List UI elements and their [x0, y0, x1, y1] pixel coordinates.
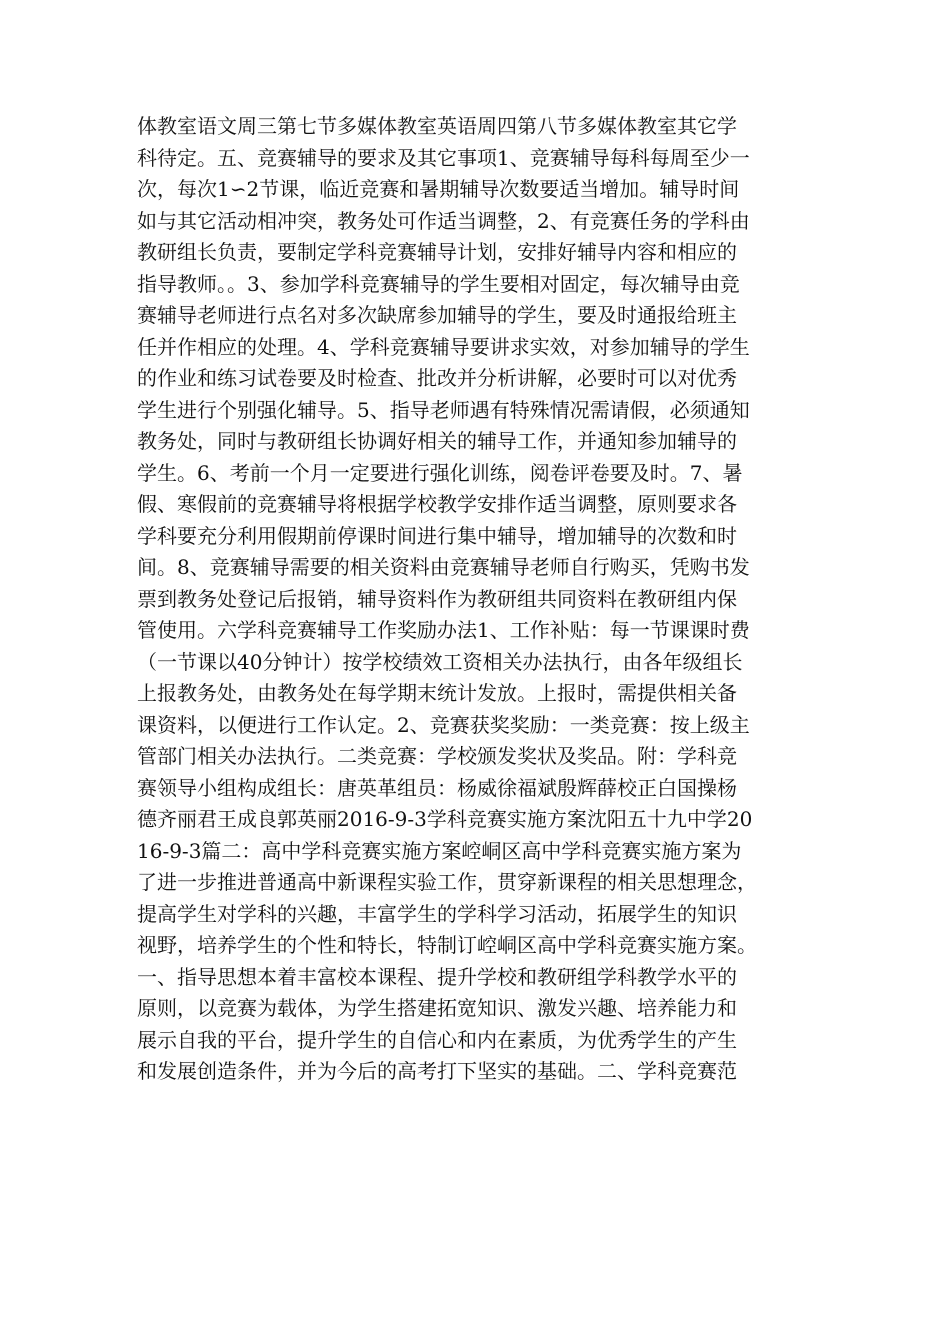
text-line-7: 赛辅导老师进行点名对多次缺席参加辅导的学生，要及时通报给班主 [137, 303, 737, 327]
text-line-19: 上报教务处，由教务处在每学期末统计发放。上报时，需提供相关备 [137, 681, 737, 705]
text-line-5: 教研组长负责，要制定学科竞赛辅导计划，安排好辅导内容和相应的 [137, 240, 737, 264]
text-line-9: 的作业和练习试卷要及时检查、批改并分析讲解，必要时可以对优秀 [137, 366, 737, 390]
text-line-24: 16-9-3篇二：高中学科竞赛实施方案崆峒区高中学科竞赛实施方案为 [137, 838, 742, 863]
text-line-13: 假、寒假前的竞赛辅导将根据学校教学安排作适当调整，原则要求各 [137, 492, 737, 516]
text-line-20: 课资料，以便进行工作认定。2、竞赛获奖奖励：一类竞赛：按上级主 [137, 712, 750, 737]
text-line-10: 学生进行个别强化辅导。5、指导老师遇有特殊情况需请假，必须通知 [137, 397, 750, 422]
text-line-11: 教务处，同时与教研组长协调好相关的辅导工作，并通知参加辅导的 [137, 429, 737, 453]
text-line-12: 学生。6、考前一个月一定要进行强化训练，阅卷评卷要及时。7、暑 [137, 460, 743, 485]
text-line-14: 学科要充分利用假期前停课时间进行集中辅导，增加辅导的次数和时 [137, 523, 737, 548]
text-line-15: 间。8、竞赛辅导需要的相关资料由竞赛辅导老师自行购买，凭购书发 [137, 555, 750, 579]
text-line-31: 和发展创造条件，并为今后的高考打下坚实的基础。二、学科竞赛范 [137, 1059, 737, 1083]
text-line-6: 指导教师。。3、参加学科竞赛辅导的学生要相对固定，每次辅导由竞 [137, 271, 740, 296]
text-line-3: 次，每次1∽2节课，临近竞赛和暑期辅导次数要适当增加。辅导时间 [137, 177, 740, 201]
text-line-8: 任并作相应的处理。4、学科竞赛辅导要讲求实效，对参加辅导的学生 [137, 334, 750, 359]
text-line-16: 票到教务处登记后报销，辅导资料作为教研组共同资料在教研组内保 [137, 586, 737, 611]
text-line-21: 管部门相关办法执行。二类竞赛：学校颁发奖状及奖品。附：学科竞 [137, 744, 737, 768]
text-line-4: 如与其它活动相冲突，教务处可作适当调整，2、有竞赛任务的学科由 [137, 208, 750, 233]
text-line-1: 体教室语文周三第七节多媒体教室英语周四第八节多媒体教室其它学 [137, 114, 737, 138]
text-line-2: 科待定。五、竞赛辅导的要求及其它事项1、竞赛辅导每科每周至少一 [137, 145, 750, 170]
text-line-17: 管使用。六学科竞赛辅导工作奖励办法1、工作补贴：每一节课课时费 [137, 618, 750, 642]
body-text [137, 111, 827, 1088]
text-line-25: 了进一步推进普通高中新课程实验工作，贯穿新课程的相关思想理念， [137, 870, 757, 894]
text-line-27: 视野，培养学生的个性和特长，特制订崆峒区高中学科竞赛实施方案。 [137, 933, 757, 957]
text-line-22: 赛领导小组构成组长：唐英革组员：杨威徐福斌殷辉薛校正白国操杨 [137, 775, 737, 800]
text-line-18: （一节课以40分钟计）按学校绩效工资相关办法执行，由各年级组长 [137, 649, 743, 674]
text-line-30: 展示自我的平台，提升学生的自信心和内在素质，为优秀学生的产生 [137, 1027, 737, 1052]
text-line-29: 原则，以竞赛为载体，为学生搭建拓宽知识、激发兴趣、培养能力和 [137, 996, 737, 1020]
text-line-28: 一、指导思想本着丰富校本课程、提升学校和教研组学科教学水平的 [137, 964, 737, 989]
text-line-23: 德齐丽君王成良郭英丽2016-9-3学科竞赛实施方案沈阳五十九中学20 [137, 807, 753, 831]
text-line-26: 提高学生对学科的兴趣，丰富学生的学科学习活动，拓展学生的知识 [137, 901, 737, 926]
